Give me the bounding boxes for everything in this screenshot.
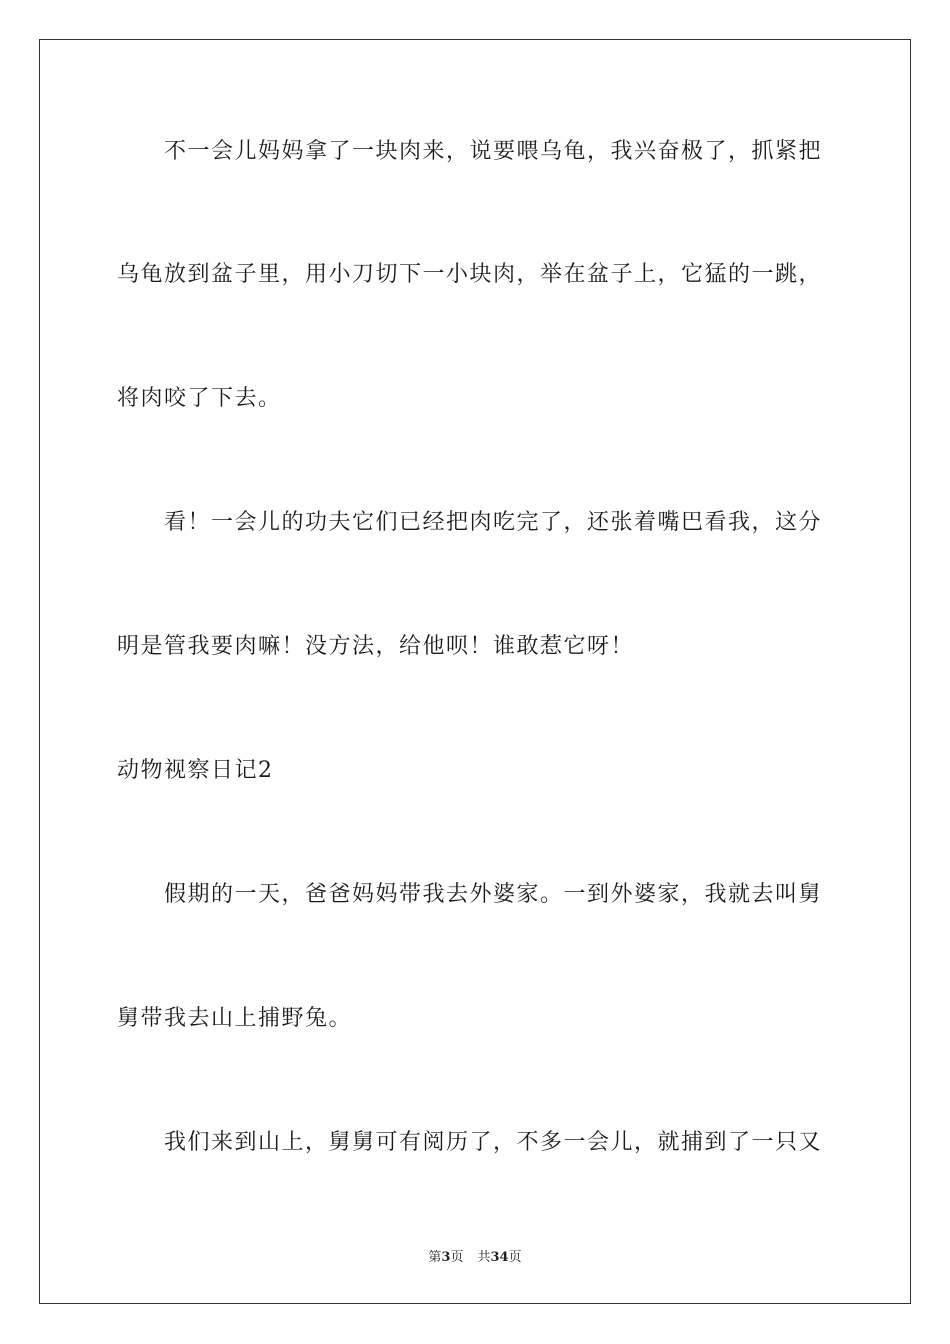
total-prefix: 共 (477, 1250, 491, 1265)
page-number: 3 (441, 1250, 451, 1265)
paragraph-1-line-3: 将肉咬了下去。 (117, 386, 282, 411)
total-pages: 34 (490, 1250, 509, 1265)
paragraph-1-line-1: 不一会儿妈妈拿了一块肉来，说要喂乌龟，我兴奋极了，抓紧把 (164, 139, 823, 164)
page-footer (0, 1246, 950, 1265)
section-heading: 动物视察日记2 (117, 758, 274, 783)
paragraph-3-line-2: 舅带我去山上捕野兔。 (117, 1006, 353, 1031)
paragraph-3-line-1: 假期的一天，爸爸妈妈带我去外婆家。一到外婆家，我就去叫舅 (164, 882, 823, 907)
paragraph-2-line-1: 看！一会儿的功夫它们已经把肉吃完了，还张着嘴巴看我，这分 (164, 510, 823, 535)
page-suffix: 页 (450, 1250, 464, 1265)
total-suffix: 页 (508, 1250, 522, 1265)
page-prefix: 第 (428, 1250, 442, 1265)
paragraph-2-line-2: 明是管我要肉嘛！没方法，给他呗！谁敢惹它呀！ (117, 634, 635, 659)
page-frame (39, 39, 911, 1304)
paragraph-4-line-1: 我们来到山上，舅舅可有阅历了，不多一会儿，就捕到了一只又 (164, 1130, 823, 1155)
paragraph-1-line-2: 乌龟放到盆子里，用小刀切下一小块肉，举在盆子上，它猛的一跳， (117, 262, 823, 287)
